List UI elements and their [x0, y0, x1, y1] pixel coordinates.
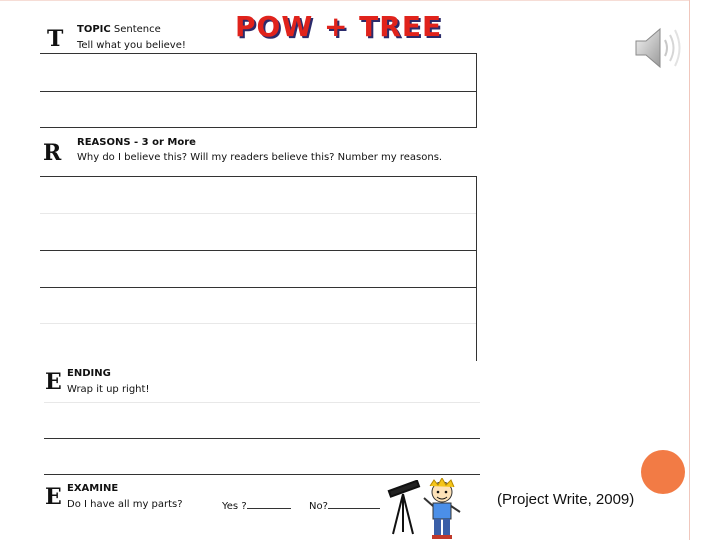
slide-frame-right [689, 0, 690, 540]
reasons-line-4 [40, 287, 477, 288]
ending-prompt: Wrap it up right! [67, 384, 150, 395]
reasons-line-5 [40, 323, 477, 324]
reasons-box-edge [476, 176, 477, 361]
ending-heading [67, 367, 111, 381]
examine-yes-label: Yes ? [222, 501, 247, 512]
topic-box-edge [476, 53, 477, 128]
topic-heading-rest: Sentence [110, 24, 161, 35]
kid-icon [420, 478, 466, 540]
topic-prompt: Tell what you believe! [77, 40, 186, 51]
examine-heading-bold: EXAMINE [67, 483, 119, 494]
worksheet-title: POW + TREE [235, 10, 443, 43]
speaker-icon[interactable] [632, 24, 682, 72]
ending-line-2 [44, 438, 480, 439]
telescope-icon [383, 480, 423, 536]
no-blank [328, 498, 380, 509]
letter-e-examine: E [45, 484, 62, 510]
topic-heading-bold: TOPIC [77, 24, 111, 35]
topic-line-3 [40, 127, 477, 128]
examine-yes [222, 498, 291, 514]
topic-heading [77, 23, 161, 37]
ending-line-3 [44, 474, 480, 475]
letter-r: R [43, 140, 62, 166]
reasons-line-1 [40, 176, 477, 177]
citation-text: (Project Write, 2009) [497, 491, 635, 508]
reasons-heading [77, 136, 196, 150]
slide-frame-top [0, 0, 690, 1]
accent-circle [641, 450, 685, 494]
letter-e-ending: E [45, 369, 62, 395]
ending-heading-bold: ENDING [67, 368, 111, 379]
reasons-heading-bold: REASONS - 3 or More [77, 137, 196, 148]
yes-blank [247, 498, 291, 509]
examine-prompt: Do I have all my parts? [67, 499, 183, 510]
letter-t: T [47, 26, 64, 52]
topic-line-1 [40, 53, 477, 54]
examine-no-label: No? [309, 501, 328, 512]
examine-heading [67, 482, 118, 496]
reasons-prompt: Why do I believe this? Will my readers believe this? Number my reasons. [77, 152, 443, 163]
reasons-line-2 [40, 213, 477, 214]
topic-line-2 [40, 91, 477, 92]
ending-line-1 [44, 402, 480, 403]
reasons-line-3 [40, 250, 477, 251]
examine-no [309, 498, 380, 514]
